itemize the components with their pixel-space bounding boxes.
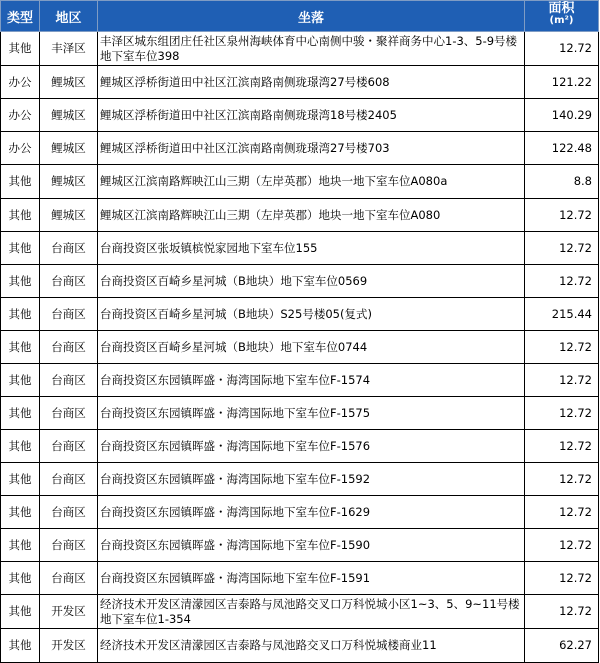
table-row (1, 265, 599, 298)
cell-location: 经济技术开发区清濛园区吉泰路与凤池路交叉口万科悦城楼商业11 (98, 629, 525, 663)
cell-area: 140.29 (525, 99, 599, 132)
cell-district: 台商区 (40, 364, 98, 397)
table-row (1, 430, 599, 463)
cell-area: 12.72 (525, 529, 599, 562)
table-row (1, 463, 599, 496)
table-row (1, 529, 599, 562)
cell-location: 台商投资区东园镇晖盛・海湾国际地下室车位F-1574 (98, 364, 525, 397)
cell-area: 12.72 (525, 232, 599, 265)
cell-location: 经济技术开发区清濛园区吉泰路与凤池路交叉口万科悦城小区1~3、5、9~11号楼地下室车位1-354 (98, 595, 525, 629)
cell-location: 鲤城区浮桥街道田中社区江滨南路南侧珑璟湾27号楼703 (98, 132, 525, 165)
cell-area: 12.72 (525, 562, 599, 595)
cell-type: 其他 (1, 199, 40, 232)
cell-type: 其他 (1, 397, 40, 430)
header-area-unit: (m²) (549, 15, 574, 26)
cell-type: 其他 (1, 529, 40, 562)
cell-location: 台商投资区东园镇晖盛・海湾国际地下室车位F-1575 (98, 397, 525, 430)
cell-location: 鲤城区浮桥街道田中社区江滨南路南侧珑璟湾27号楼608 (98, 66, 525, 99)
cell-district: 台商区 (40, 430, 98, 463)
table-row (1, 199, 599, 232)
cell-district: 开发区 (40, 629, 98, 663)
header-row (1, 1, 599, 32)
table-row (1, 66, 599, 99)
cell-type: 其他 (1, 562, 40, 595)
cell-location: 台商投资区张坂镇槟悦家园地下室车位155 (98, 232, 525, 265)
cell-district: 丰泽区 (40, 32, 98, 66)
cell-district: 鲤城区 (40, 66, 98, 99)
cell-type: 其他 (1, 165, 40, 199)
cell-type: 其他 (1, 232, 40, 265)
header-type: 类型 (1, 1, 40, 32)
cell-area: 12.72 (525, 463, 599, 496)
cell-area: 12.72 (525, 199, 599, 232)
table-row (1, 99, 599, 132)
cell-district: 台商区 (40, 298, 98, 331)
cell-area: 12.72 (525, 331, 599, 364)
table-row (1, 32, 599, 66)
cell-district: 台商区 (40, 331, 98, 364)
cell-district: 台商区 (40, 397, 98, 430)
table-row (1, 595, 599, 629)
cell-area: 12.72 (525, 364, 599, 397)
cell-type: 其他 (1, 430, 40, 463)
cell-location: 鲤城区江滨南路辉映江山三期（左岸英郡）地块一地下室车位A080 (98, 199, 525, 232)
cell-location: 丰泽区城东组团庄任社区泉州海峡体育中心南侧中骏・聚祥商务中心1-3、5-9号楼地下室车位398 (98, 32, 525, 66)
cell-type: 办公 (1, 132, 40, 165)
cell-type: 其他 (1, 463, 40, 496)
cell-area: 12.72 (525, 496, 599, 529)
header-district: 地区 (40, 1, 98, 32)
cell-district: 鲤城区 (40, 132, 98, 165)
cell-district: 鲤城区 (40, 165, 98, 199)
cell-location: 台商投资区百崎乡星河城（B地块）地下室车位0569 (98, 265, 525, 298)
cell-area: 12.72 (525, 430, 599, 463)
cell-district: 台商区 (40, 496, 98, 529)
cell-area: 121.22 (525, 66, 599, 99)
cell-type: 办公 (1, 99, 40, 132)
cell-area: 12.72 (525, 397, 599, 430)
table-body (1, 32, 599, 663)
cell-district: 开发区 (40, 595, 98, 629)
cell-type: 其他 (1, 629, 40, 663)
cell-type: 其他 (1, 265, 40, 298)
cell-type: 其他 (1, 298, 40, 331)
cell-area: 8.8 (525, 165, 599, 199)
cell-area: 122.48 (525, 132, 599, 165)
cell-type: 其他 (1, 595, 40, 629)
cell-location: 台商投资区东园镇晖盛・海湾国际地下室车位F-1592 (98, 463, 525, 496)
table-row (1, 629, 599, 663)
table-row (1, 232, 599, 265)
cell-type: 其他 (1, 331, 40, 364)
cell-area: 12.72 (525, 595, 599, 629)
header-area-label: 面积 (548, 1, 575, 16)
table-row (1, 132, 599, 165)
cell-type: 其他 (1, 32, 40, 66)
table-row (1, 165, 599, 199)
cell-type: 其他 (1, 496, 40, 529)
cell-area: 12.72 (525, 32, 599, 66)
cell-district: 台商区 (40, 265, 98, 298)
cell-location: 台商投资区东园镇晖盛・海湾国际地下室车位F-1576 (98, 430, 525, 463)
table-row (1, 496, 599, 529)
table-row (1, 364, 599, 397)
cell-area: 12.72 (525, 265, 599, 298)
cell-location: 台商投资区百崎乡星河城（B地块）S25号楼05(复式) (98, 298, 525, 331)
cell-location: 台商投资区东园镇晖盛・海湾国际地下室车位F-1591 (98, 562, 525, 595)
cell-location: 台商投资区百崎乡星河城（B地块）地下室车位0744 (98, 331, 525, 364)
cell-district: 台商区 (40, 463, 98, 496)
table-row (1, 298, 599, 331)
header-area (525, 1, 599, 32)
cell-location: 鲤城区江滨南路辉映江山三期（左岸英郡）地块一地下室车位A080a (98, 165, 525, 199)
watermark (538, 589, 546, 608)
cell-location: 台商投资区东园镇晖盛・海湾国际地下室车位F-1629 (98, 496, 525, 529)
cell-type: 其他 (1, 364, 40, 397)
cell-district: 台商区 (40, 529, 98, 562)
table-row (1, 397, 599, 430)
cell-location: 台商投资区东园镇晖盛・海湾国际地下室车位F-1590 (98, 529, 525, 562)
header-location: 坐落 (98, 1, 525, 32)
cell-district: 台商区 (40, 562, 98, 595)
cell-type: 办公 (1, 66, 40, 99)
table-row (1, 562, 599, 595)
cell-district: 鲤城区 (40, 99, 98, 132)
cell-district: 鲤城区 (40, 199, 98, 232)
cell-location: 鲤城区浮桥街道田中社区江滨南路南侧珑璟湾18号楼2405 (98, 99, 525, 132)
cell-area: 62.27 (525, 629, 599, 663)
table-row (1, 331, 599, 364)
cell-district: 台商区 (40, 232, 98, 265)
cell-area: 215.44 (525, 298, 599, 331)
